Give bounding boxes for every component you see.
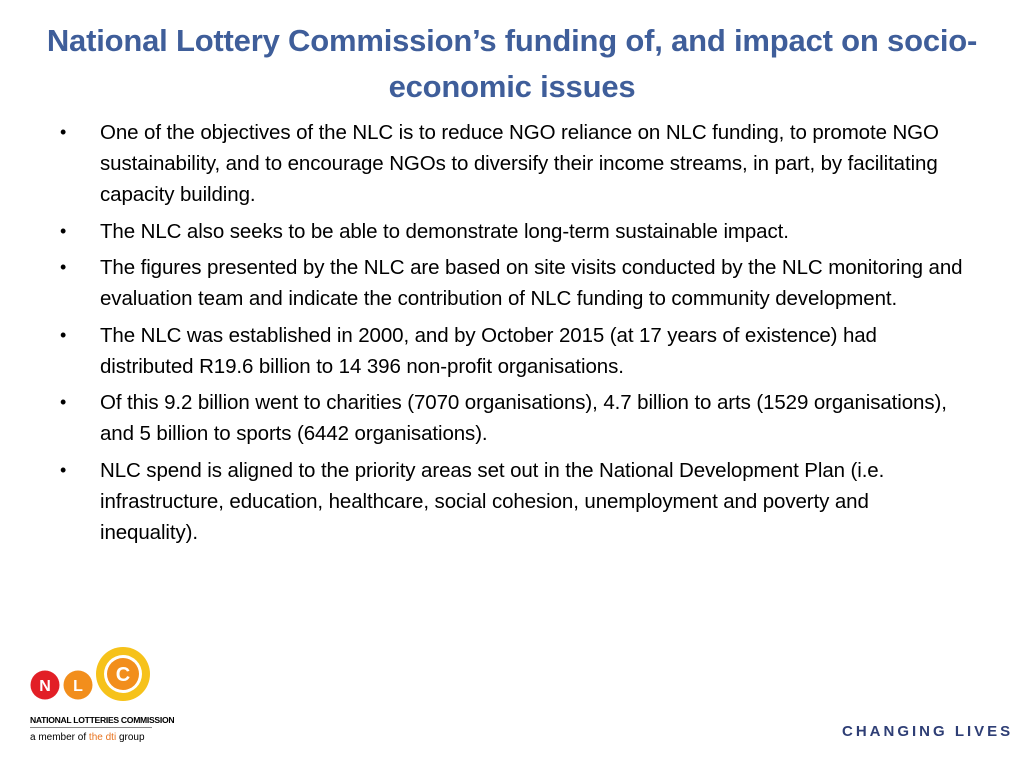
logo-member-suffix: group: [116, 732, 145, 743]
logo-name: NATIONAL LOTTERIES COMMISSION: [30, 715, 175, 725]
logo-member-prefix: a member of: [30, 732, 89, 743]
bullet-list: [60, 117, 965, 553]
nlc-logo: [28, 644, 175, 750]
bullet-icon: •: [60, 220, 67, 241]
bullet-text: One of the objectives of the NLC is to reduce NGO reliance on NLC funding, to promote NGO sustainability, and to encourage NGOs to diversify their income streams, in part, by facilitating capacity building.: [100, 121, 939, 206]
bullet-item: [60, 117, 965, 210]
bullet-icon: •: [60, 392, 67, 412]
bullet-text: The NLC also seeks to be able to demonstrate long-term sustainable impact.: [100, 219, 789, 243]
bullet-item: [60, 387, 965, 449]
logo-letter-l: L: [73, 678, 83, 695]
bullet-text: NLC spend is aligned to the priority areas set out in the National Development Plan (i.e. infrastructure, education, healthcare, social cohesion, unemployment and poverty and inequality).: [100, 458, 885, 544]
footer-tagline: CHANGING LIVES: [842, 723, 1014, 740]
logo-letter-n: N: [39, 678, 51, 695]
logo-divider: [30, 727, 152, 728]
nlc-logo-mark: [28, 644, 160, 716]
bullet-icon: •: [60, 459, 67, 480]
bullet-item: [60, 320, 965, 382]
bullet-icon: •: [60, 324, 67, 345]
logo-member-brand: the dti: [88, 732, 117, 743]
bullet-icon: •: [60, 122, 67, 142]
bullet-item: [60, 252, 965, 314]
bullet-item: [60, 216, 965, 247]
logo-letter-c: C: [115, 664, 131, 686]
logo-member-line: [30, 732, 145, 743]
slide-title: National Lottery Commission’s funding of, and impact on socio-economic issues: [46, 23, 978, 104]
bullet-text: Of this 9.2 billion went to charities (7070 organisations), 4.7 billion to arts (1529 organisations), and 5 billion to sports (6442 organisations).: [100, 391, 947, 445]
bullet-item: [60, 455, 965, 548]
bullet-text: The figures presented by the NLC are based on site visits conducted by the NLC monitoring and evaluation team and indicate the contribution of NLC funding to community development.: [100, 256, 963, 310]
bullet-icon: •: [60, 257, 67, 277]
bullet-text: The NLC was established in 2000, and by October 2015 (at 17 years of existence) had distributed R19.6 billion to 14 396 non-profit organisations.: [100, 323, 877, 378]
